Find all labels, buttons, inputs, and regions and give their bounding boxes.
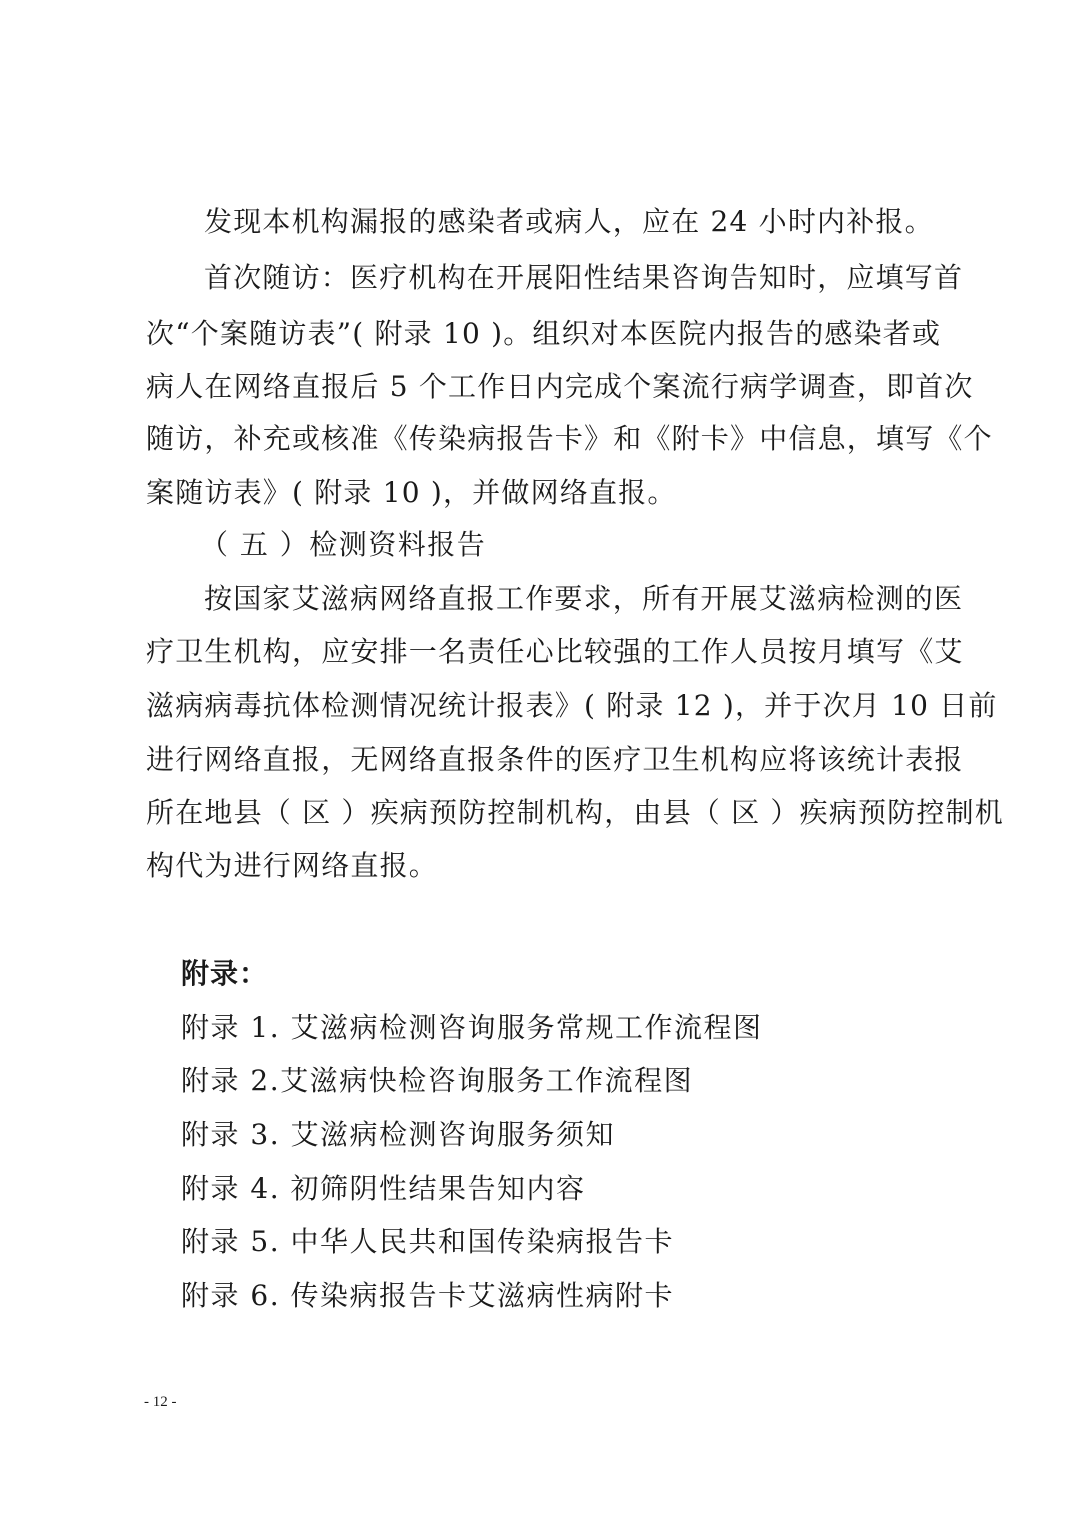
body-line-3: 次“个案随访表”( 附录 10 )。组织对本医院内报告的感染者或 [146, 317, 942, 350]
section-line-3: 滋病病毒抗体检测情况统计报表》( 附录 12 )，并于次月 10 日前 [146, 689, 998, 722]
body-line-5: 随访，补充或核准《传染病报告卡》和《附卡》中信息，填写《个 [146, 422, 993, 455]
body-line-1: 发现本机构漏报的感染者或病人，应在 24 小时内补报。 [204, 205, 934, 238]
body-line-4: 病人在网络直报后 5 个工作日内完成个案流行病学调查，即首次 [146, 370, 974, 403]
appendix-item-1: 附录 1. 艾滋病检测咨询服务常规工作流程图 [181, 1011, 763, 1044]
section-line-4: 进行网络直报，无网络直报条件的医疗卫生机构应将该统计表报 [146, 743, 964, 776]
appendix-item-3: 附录 3. 艾滋病检测咨询服务须知 [181, 1118, 616, 1151]
appendix-item-6: 附录 6. 传染病报告卡艾滋病性病附卡 [181, 1279, 675, 1312]
section-line-2: 疗卫生机构，应安排一名责任心比较强的工作人员按月填写《艾 [146, 635, 964, 668]
body-line-2: 首次随访：医疗机构在开展阳性结果咨询告知时，应填写首 [204, 261, 964, 294]
body-line-6: 案随访表》( 附录 10 )，并做网络直报。 [146, 476, 677, 509]
section-line-5: 所在地县（ 区 ）疾病预防控制机构，由县（ 区 ）疾病预防控制机 [146, 796, 1005, 829]
section-line-6: 构代为进行网络直报。 [146, 849, 439, 882]
section-line-1: 按国家艾滋病网络直报工作要求，所有开展艾滋病检测的医 [204, 582, 964, 615]
page-number: - 12 - [144, 1394, 177, 1410]
appendix-item-5: 附录 5. 中华人民共和国传染病报告卡 [181, 1225, 675, 1258]
appendix-item-4: 附录 4. 初筛阴性结果告知内容 [181, 1172, 586, 1205]
appendix-item-2: 附录 2.艾滋病快检咨询服务工作流程图 [181, 1064, 694, 1097]
appendix-title: 附录： [181, 957, 269, 990]
section-heading: （ 五 ）检测资料报告 [200, 528, 487, 561]
